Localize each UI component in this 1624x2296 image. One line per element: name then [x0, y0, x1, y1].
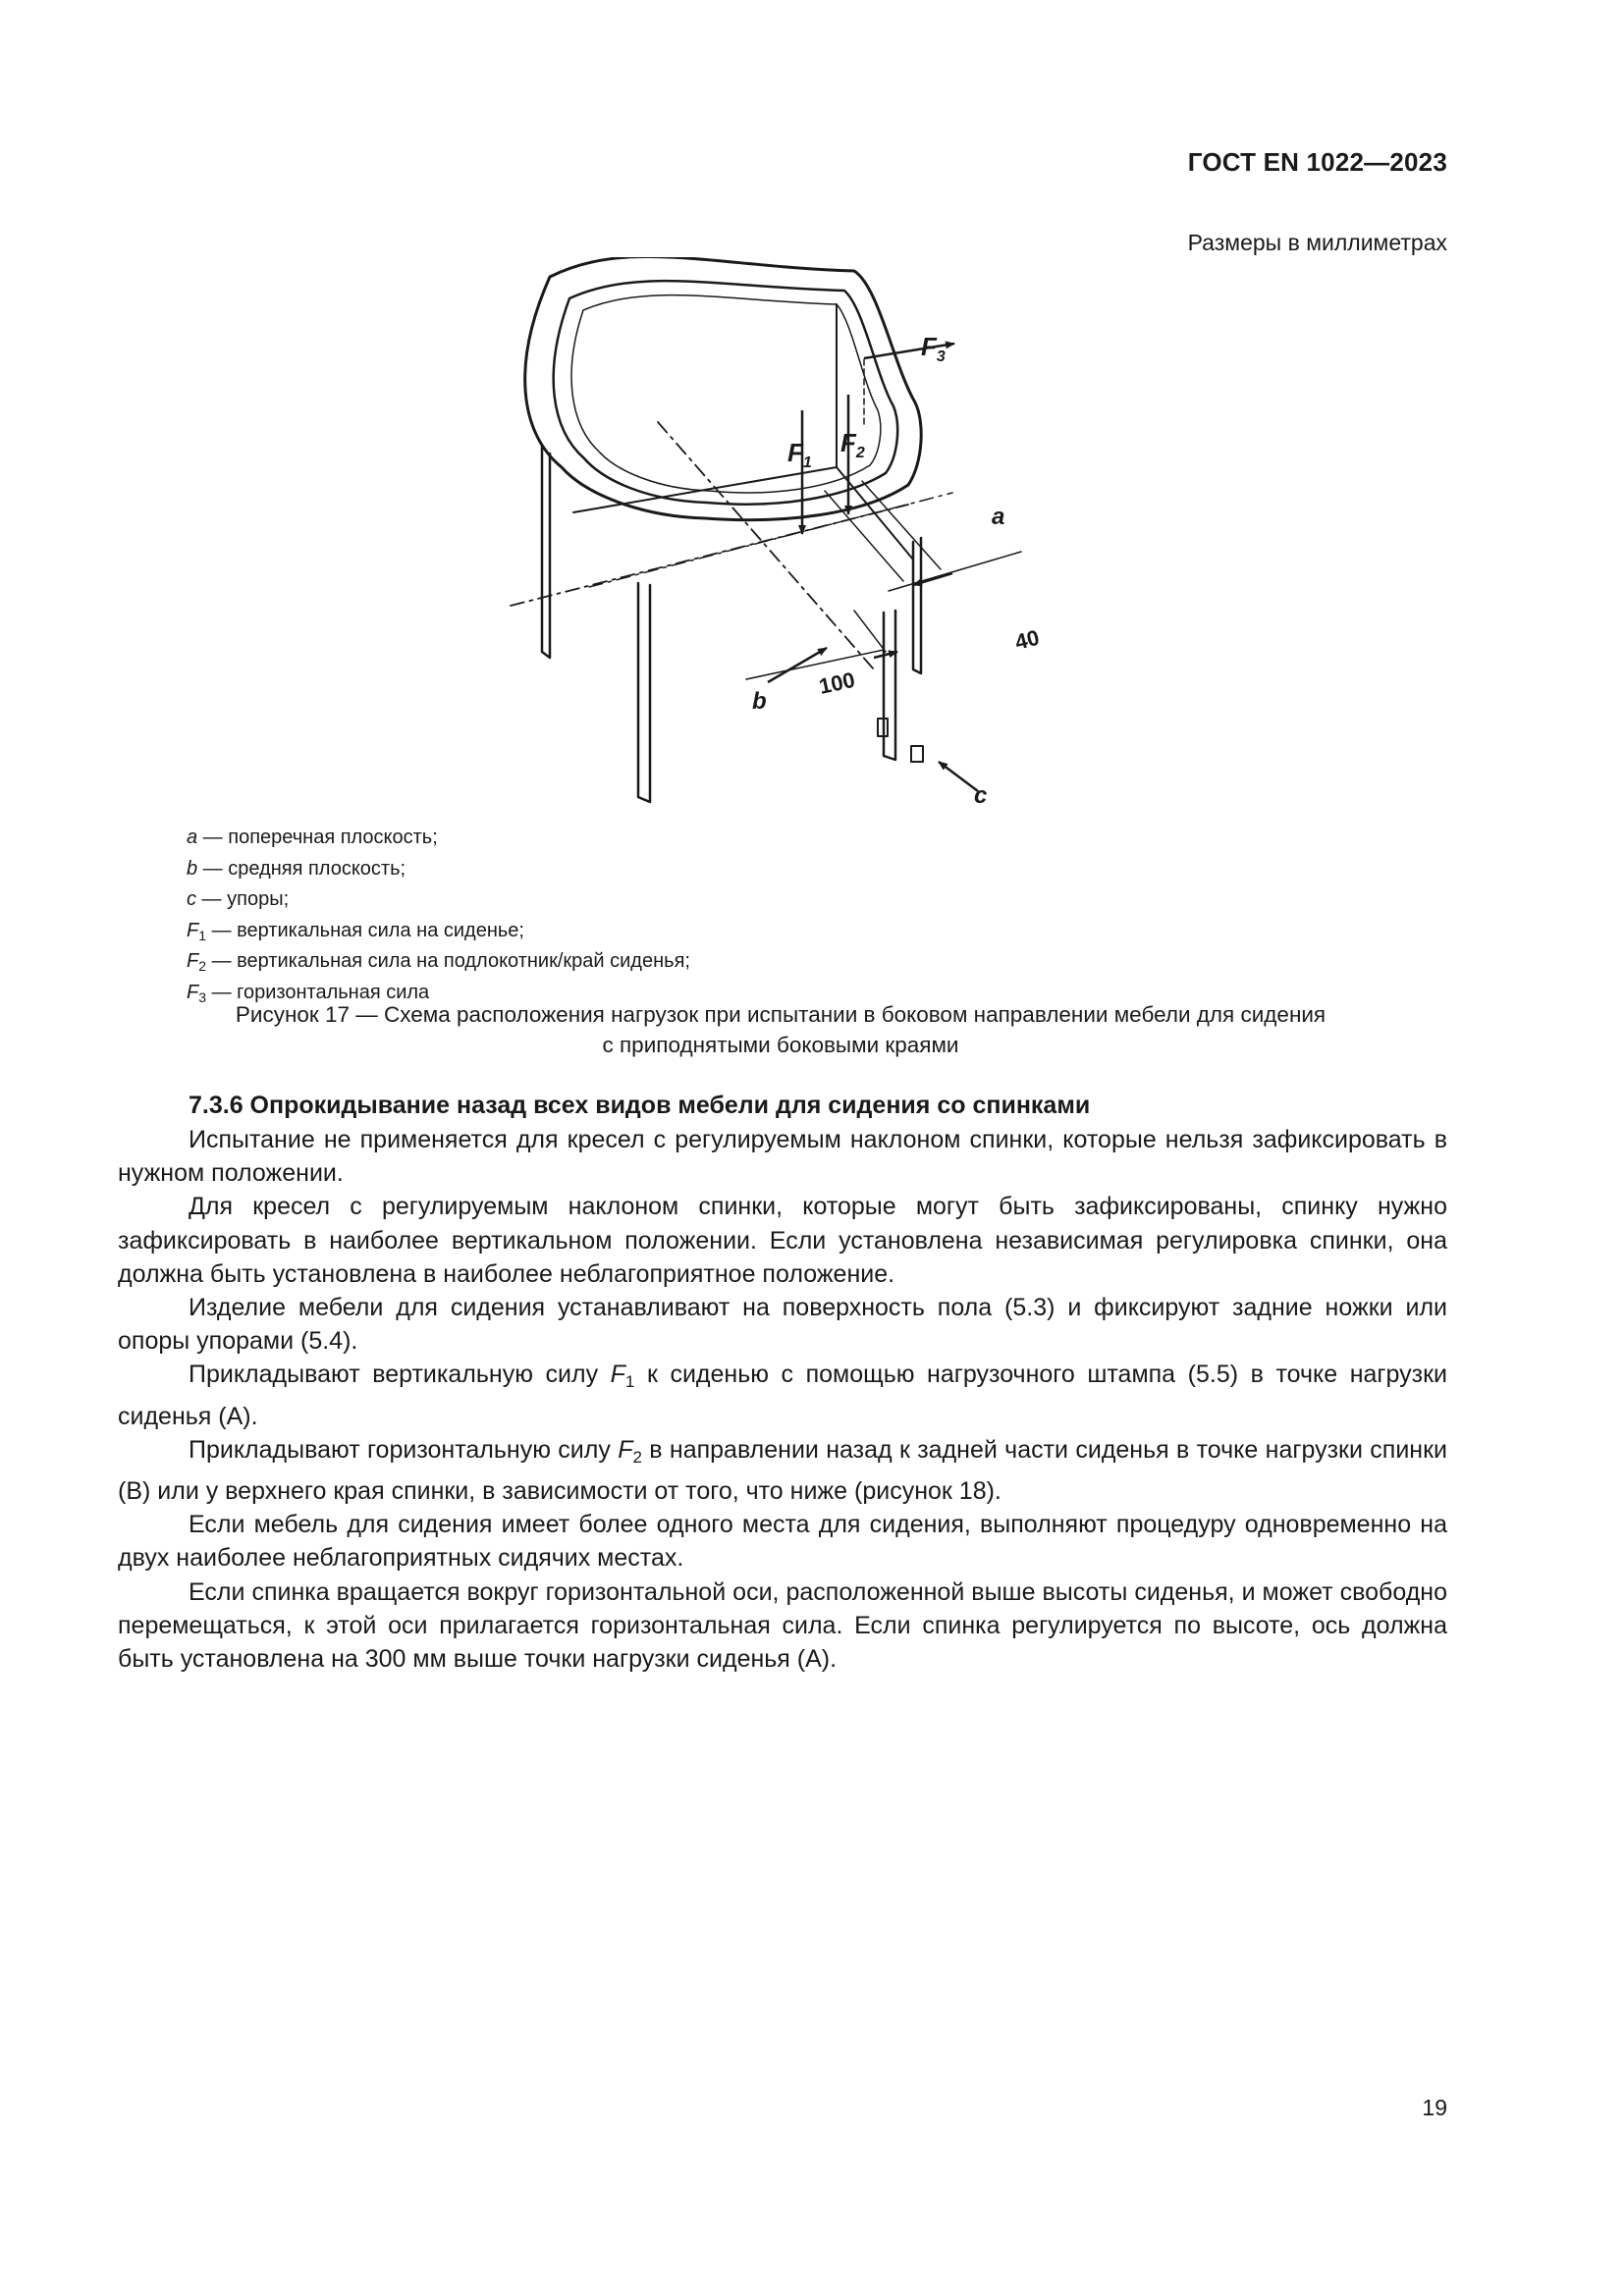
caption-line-1: Рисунок 17 — Схема расположения нагрузок при испытании в боковом направлении мебели для сидения — [235, 1002, 1326, 1027]
label-f1: $F_1$ — [787, 438, 812, 471]
document-code: ГОСТ EN 1022—2023 — [1187, 147, 1447, 177]
paragraph-3: Изделие мебели для сидения устанавливают на поверхность пола (5.3) и фиксируют задние ножки или опоры упорами (5.4). — [118, 1294, 1447, 1356]
leg-rear-right — [913, 538, 921, 673]
legend-item-f3: $F_3$ — горизонтальная сила — [187, 981, 430, 1005]
units-note: Размеры в миллиметрах — [1187, 230, 1447, 255]
caption-line-2: с приподнятыми боковыми краями — [602, 1033, 959, 1057]
label-dim-100: 100 — [816, 667, 857, 699]
plane-b-line — [658, 422, 874, 669]
paragraph-1: Испытание не применяется для кресел с регулируемым наклоном спинки, которые нельзя зафиксировать в нужном положении. — [118, 1126, 1447, 1188]
dim-40-arrow — [913, 573, 952, 585]
label-c: c — [974, 782, 988, 809]
dim-100-arrow — [874, 652, 897, 658]
leg-front-left — [638, 583, 650, 802]
figure-caption — [118, 999, 1443, 1060]
leg-front-right — [884, 611, 895, 760]
paragraph-7: Если спинка вращается вокруг горизонтальной оси, расположенной выше высоты сиденья, и может свободно перемещаться, к этой оси прилагается горизонтальная сила. Если спинка регулируется по высоте, ось должна быть установлена на 300 мм выше точки нагрузки сиденья (А). — [118, 1577, 1447, 1674]
legend-item-f2: $F_2$ — вертикальная сила на подлокотник/край сиденья; — [187, 950, 690, 974]
paragraph-2: Для кресел с регулируемым наклоном спинки, которые могут быть зафиксированы, спинку нужно зафиксировать в наиболее вертикальном положении. Если установлена независимая регулировка спинки, она должна быть установлена в наиболее неблагоприятное положение. — [118, 1193, 1447, 1288]
paragraph-6: Если мебель для сидения имеет более одного места для сидения, выполняют процедуру одновременно на двух наиболее неблагоприятных сидячих местах. — [118, 1511, 1447, 1573]
shell-inner-rim — [554, 281, 897, 505]
stop-block-2 — [911, 746, 923, 762]
label-a: a — [992, 504, 1005, 530]
section-7-3-6 — [118, 1088, 1447, 1676]
page-number: 19 — [1422, 2095, 1447, 2120]
shell-inner-opening — [571, 295, 881, 493]
section-heading: 7.3.6 Опрокидывание назад всех видов мебели для сидения со спинками — [189, 1092, 1091, 1119]
legend-item-a: a — поперечная плоскость; — [187, 827, 438, 848]
legend-item-f1: $F_1$ — вертикальная сила на сиденье; — [187, 919, 524, 943]
chair-load-diagram — [491, 257, 1080, 817]
label-f3: $F_3$ — [921, 332, 946, 365]
figure-17 — [491, 257, 1080, 817]
legend-item-b: b — средняя плоскость; — [187, 857, 406, 880]
label-f2: $F_2$ — [840, 428, 865, 461]
legend-item-c: c — упоры; — [187, 888, 290, 910]
paragraph-5: Прикладывают горизонтальную силу $F_2$ в направлении назад к задней части сиденья в точке нагрузки спинки (В) или у верхнего края спинки, в зависимости от того, что ниже (рисунок 18). — [118, 1435, 1447, 1506]
label-dim-40: 40 — [1012, 624, 1042, 655]
leg-rear-left — [542, 446, 550, 658]
dim-40-line — [889, 552, 1021, 591]
paragraph-4: Прикладывают вертикальную силу $F_1$ к сиденью с помощью нагрузочного штампа (5.5) в точке нагрузки сиденья (А). — [118, 1361, 1448, 1430]
dim-40-ext2 — [862, 481, 941, 569]
c-arrow — [939, 762, 978, 791]
dim-100-ext — [854, 611, 886, 652]
figure-legend — [187, 825, 690, 1010]
label-b: b — [752, 688, 767, 715]
